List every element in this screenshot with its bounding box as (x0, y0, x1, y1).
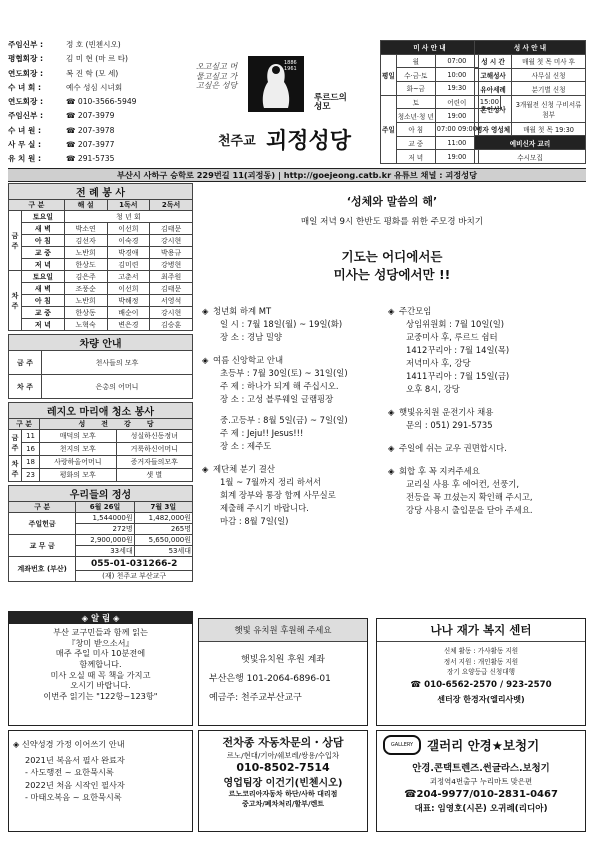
notice-line: 미사 오실 때 꼭 책을 가지고 (50, 669, 151, 680)
offering-value: 5,650,000원 (134, 535, 192, 546)
liturgy-cell: 김선자 (64, 235, 107, 247)
sacrament-table (474, 40, 586, 164)
liturgy-cell: 김태문 (150, 283, 193, 295)
officer-row (8, 38, 183, 52)
welfare-line: 정서 지원 : 개인활동 지원 (443, 657, 519, 666)
diamond-icon: ◈ (388, 306, 395, 316)
diamond-icon: ◈ (202, 464, 209, 475)
mass-time: 19:00 (435, 109, 478, 123)
officer-role: 주임신부 : (8, 40, 44, 49)
legio-b: 증거자들의모후 (116, 456, 192, 469)
news-item-line: 문의 : 051) 291-5735 (406, 420, 493, 431)
officer-role: 평협회장 : (8, 54, 44, 64)
optical-location: 괴정역4번출구 누리마트 맞은편 (429, 777, 533, 786)
liturgy-slot: 아 침 (22, 295, 65, 307)
news-item (388, 465, 584, 517)
officer-row (8, 138, 183, 152)
officer-row (8, 67, 183, 81)
bible-box (8, 730, 193, 832)
liturgy-cell: 노혁숙 (64, 319, 107, 331)
vehicle-label: 금 주 (9, 351, 42, 375)
liturgy-cell: 박경애 (107, 247, 150, 259)
news-item-line: 주 제 : Jeju!! Jesus!!! (220, 428, 304, 439)
notice-line: 『창미 받으소서』 (67, 637, 134, 648)
officer-row (8, 152, 183, 166)
kindergarten-title: 햇빛 유치원 후원해 주세요 (199, 619, 367, 642)
news-item-line: 장 소 : 고성 블루웨일 글램핑장 (220, 394, 334, 405)
news-item-line: 상임위원회 : 7월 10일(일) (406, 319, 505, 330)
welfare-line: 신체 활동 : 가사활동 지원 (443, 647, 519, 655)
sacrament-name: 유아세례 (475, 82, 512, 96)
liturgy-cell: 이숙경 (107, 235, 150, 247)
sacrament-name: 성 시 간 (475, 54, 512, 68)
officer-value: 예수 성심 시녀회 (66, 82, 123, 92)
theme-title: ‘성체와 말씀의 해’ (346, 195, 438, 208)
diamond-icon: ◈ (388, 466, 395, 477)
liturgy-cell: 김미련 (107, 259, 150, 271)
vehicle-label: 차 주 (9, 375, 42, 399)
liturgy-cell: 변은경 (107, 319, 150, 331)
legio-table (8, 402, 193, 482)
diamond-icon: ◈ (388, 407, 395, 418)
news-item-title (388, 406, 584, 419)
news-item (388, 442, 584, 455)
liturgy-cell: 박해정 (107, 295, 150, 307)
left-column (8, 183, 193, 582)
vehicle-value: 은총의 어머니 (42, 375, 193, 399)
optical-brand: GALLERY (390, 742, 414, 748)
news-item-line: 초등부 : 7월 30일(토) ~ 31일(일) (220, 368, 348, 379)
legio-header (40, 419, 193, 430)
news-item-line: 교중미사 후, 루르드 쉼터 (406, 332, 498, 343)
kindergarten-box (198, 618, 368, 726)
news-item-title-text: 여름 신앙학교 안내 (213, 355, 284, 366)
offering-value: 2,900,000원 (76, 535, 134, 546)
liturgy-cell: 한상동 (64, 307, 107, 319)
news-item-title-text: 주간모임 (399, 306, 432, 316)
liturgy-cell: 강시현 (150, 235, 193, 247)
liturgy-cell: 노반희 (64, 295, 107, 307)
catechism-title: 예비신자 교리 (475, 136, 586, 150)
offering-header: 6월 26일 (76, 502, 134, 513)
liturgy-slot: 아 침 (22, 235, 65, 247)
liturgy-cell: 배순이 (107, 307, 150, 319)
liturgy-cell: 한상도 (64, 259, 107, 271)
news-item-line: 중.고등부 : 8월 5일(금) ~ 7일(일) (220, 415, 348, 426)
optical-owner: 대표: 임영호(시몬) 오귀례(리디아) (414, 804, 548, 814)
mass-day: 저 녁 (396, 150, 435, 164)
welfare-services (377, 646, 585, 678)
legio-header: 구 분 (9, 419, 40, 430)
liturgy-cell: 최주원 (150, 271, 193, 283)
offering-table (8, 485, 193, 582)
officer-value: ☎ 291-5735 (66, 154, 115, 164)
mass-day: 화~금 (396, 81, 435, 95)
vehicle-value: 천사들의 모후 (42, 351, 193, 375)
liturgy-slot: 저 녁 (22, 259, 65, 271)
mass-time: 10:00 (435, 68, 478, 82)
sacrament-value: 매월 첫 목 미사 후 (512, 54, 586, 68)
officer-value: 복 진 학 (모 세) (66, 68, 119, 78)
news-right (388, 305, 584, 527)
offering-label: 주일헌금 (9, 513, 76, 535)
offering-count: 265명 (134, 524, 192, 535)
car-ad-line1: 르노코리아자동차 하단/사하 대리점 (228, 790, 338, 798)
account-label: 계좌번호 (부산) (9, 557, 76, 582)
officer-role: 수 녀 원 : (8, 125, 41, 135)
liturgy-header: 구 분 (9, 200, 65, 211)
welfare-line: 장기 요양등급 신청대행 (447, 668, 515, 677)
news-item-line: 교리실 사용 후 에어컨, 선풍기, (406, 479, 520, 490)
news-item (202, 354, 388, 453)
news-item-line: 주 제 : 하나가 되게 해 주십시오. (220, 381, 339, 392)
news-item-line: 강당 사용시 출입문을 닫아 주세요. (406, 505, 533, 516)
liturgy-cell: 이선희 (107, 283, 150, 295)
legio-header-char: 강 (124, 420, 131, 428)
news-item (388, 305, 584, 396)
liturgy-slot: 토요일 (22, 271, 65, 283)
notice-line: 함께합니다. (79, 658, 122, 669)
news-item (202, 305, 388, 344)
news-item-line: 마감 : 8월 7일(일) (220, 516, 289, 527)
sacrament-value: 사무실 신청 (512, 68, 586, 82)
news-item-line: 오후 8시, 강당 (406, 384, 460, 395)
news-item-title-text: 햇빛유치원 운전기사 채용 (399, 407, 494, 418)
sacrament-title: 성 사 안 내 (475, 41, 586, 55)
bible-line: - 마태오복음 ~ 요한묵시록 (25, 791, 122, 802)
officer-role: 연도회장 : (8, 68, 44, 78)
liturgy-cell: 고춘서 (107, 271, 150, 283)
liturgy-week: 차 주 (9, 271, 22, 331)
account-number: 055-01-031266-2 (76, 557, 193, 571)
legio-header-char: 당 (146, 420, 154, 428)
liturgy-cell: 조풍순 (64, 283, 107, 295)
car-ad-brands: 르노/현대/기아/쉐보레/쌍용/수입차 (226, 751, 340, 760)
liturgy-slot: 저 녁 (22, 319, 65, 331)
mass-day: 청소년·청 년 (396, 109, 435, 123)
officers-box (8, 37, 183, 167)
mass-time: 07:00 (435, 54, 478, 68)
news-item-title (388, 465, 584, 478)
glasses-icon (383, 735, 421, 755)
notice-line: 매주 주일 미사 10분전에 (55, 648, 146, 659)
officer-value: 김 미 현 (마 르 타) (66, 54, 129, 64)
mass-title: 미 사 안 내 (381, 41, 479, 55)
prayer-line-2: 미사는 성당에서만 !! (333, 267, 451, 282)
notice-line: 오시기 바랍니다. (70, 680, 131, 691)
news-item-line: 회계 장부와 통장 함께 사무실로 (220, 490, 336, 501)
slogan: 오고싶고 머물고싶고 가고싶은 성당 (196, 62, 238, 91)
address-bar: 부산시 사하구 승학로 229번길 11(괴정동) | http://goejeong.catb.kr 유튜브 채널 : 괴정성당 (8, 168, 586, 182)
legio-a: 사랑하올어머니 (40, 456, 116, 469)
news-item-line: 1월 ~ 7월까지 정리 하셔서 (220, 477, 322, 488)
news-item-title-text: 제단체 분기 결산 (213, 464, 275, 475)
notice-box (8, 611, 193, 726)
news-item-line: 전등을 꼭 끄셨는지 확인해 주시고, (406, 492, 533, 503)
offering-count: 33세대 (76, 546, 134, 557)
news-item (202, 463, 388, 528)
mass-day: 어린이 (435, 95, 478, 109)
notice-title: ◈ 알 림 ◈ (9, 612, 192, 624)
officer-value: ☎ 010-3566-5949 (66, 97, 137, 107)
church-prefix: 천주교 (218, 134, 256, 149)
notice-body (9, 624, 192, 702)
account-owner: (재) 천주교 부산교구 (76, 571, 193, 582)
officer-value: ☎ 207-3978 (66, 125, 115, 135)
legio-title: 레지오 마리애 청소 봉사 (9, 403, 193, 419)
offering-title: 우리들의 정성 (9, 486, 193, 502)
church-logo (248, 56, 304, 112)
mass-day: 아 침 (396, 122, 435, 136)
legio-num: 11 (22, 430, 40, 443)
news-item-line: 장 소 : 제주도 (220, 441, 272, 452)
sacrament-name: 혼인성사 (475, 96, 512, 122)
diamond-icon: ◈ (202, 355, 209, 366)
bible-line: 2022년 처음 시작인 필사자 (25, 779, 125, 790)
legio-a: 매덕의 모후 (40, 430, 116, 443)
diamond-icon: ◈ (202, 306, 209, 316)
bible-line: - 사도행전 ~ 요한묵시록 (25, 767, 114, 778)
news-item-title (388, 442, 584, 455)
optical-products: 안경.콘택트렌즈.썬글라스.보청기 (412, 763, 550, 774)
offering-header: 구 분 (9, 502, 76, 513)
officer-row (8, 52, 183, 66)
officer-role: 수 녀 회 : (8, 82, 41, 92)
news-item-line: 1411꾸리아 : 7월 15일(금) (406, 371, 510, 382)
lourdes-label: 루르드의 성모 (314, 93, 347, 113)
officer-value: 정 호 (빈첸시오) (66, 40, 121, 49)
notice-line: 부산 교구민들과 함께 읽는 (53, 627, 148, 637)
kindergarten-owner: 예금주: 천주교부산교구 (209, 693, 302, 703)
news-item-title-text: 회합 후 꼭 지켜주세요 (399, 466, 480, 477)
officer-role: 연도회장 : (8, 97, 44, 107)
officer-row (8, 109, 183, 123)
church-header (190, 40, 370, 165)
liturgy-cell: 노반희 (64, 247, 107, 259)
news-item-title (202, 463, 388, 476)
legio-b: 샛 별 (116, 469, 192, 482)
welfare-title: 나나 재가 복지 센터 (377, 619, 585, 642)
sacrament-value: 매월 첫 목 19:30 (512, 122, 586, 136)
legio-b: 거룩하신어머니 (116, 443, 192, 456)
mass-time: 07:00 09:00 (435, 122, 478, 136)
welfare-phone: ☎ 010-6562-2570 / 923-2570 (410, 679, 552, 690)
liturgy-slot: 교 중 (22, 247, 65, 259)
news-item-line: 저녁미사 후, 강당 (406, 358, 471, 369)
liturgy-table (8, 183, 193, 331)
officer-row (8, 81, 183, 95)
mass-time: 11:00 (435, 136, 478, 150)
offering-value: 1,482,000원 (134, 513, 192, 524)
church-name: 괴정성당 (266, 128, 352, 154)
mass-time: 19:00 (435, 150, 478, 164)
bible-title: ◈ 신약성경 가정 이어쓰기 안내 (13, 739, 125, 749)
liturgy-cell: 강병현 (150, 259, 193, 271)
liturgy-cell: 이선희 (107, 223, 150, 235)
bible-line: 2021년 복음서 필사 완료자 (25, 755, 125, 765)
liturgy-week: 금 주 (9, 211, 22, 271)
news-item-title-text: 청년회 하계 MT (213, 306, 272, 316)
legio-a: 천지의 모후 (40, 443, 116, 456)
notice-line: 이번주 읽기는 "122항~123항" (43, 690, 158, 701)
sacrament-name: 병자 영성체 (475, 122, 512, 136)
offering-label: 교 무 금 (9, 535, 76, 557)
liturgy-slot: 토요일 (22, 211, 65, 223)
officer-row (8, 95, 183, 109)
mass-day: 교 중 (396, 136, 435, 150)
news-item-line: 1412꾸리아 : 7월 14일(목) (406, 345, 510, 356)
news-item-line: 일 시 : 7월 18일(월) ~ 19일(화) (220, 319, 343, 330)
vehicle-table (8, 334, 193, 399)
car-ad-line2: 중고차/폐차처리/할부/렌트 (241, 800, 325, 808)
car-ad-title: 전차종 자동차문의・상담 (222, 736, 344, 749)
legio-a: 평화의 모후 (40, 469, 116, 482)
news-item-title-text: 주일에 쉬는 교우 권면합시다. (399, 443, 507, 454)
legio-num: 18 (22, 456, 40, 469)
legio-week: 금 주 (9, 430, 22, 456)
legio-num: 16 (22, 443, 40, 456)
legio-header-char: 성 (78, 420, 86, 428)
kindergarten-sub: 햇빛유치원 후원 계좌 (241, 655, 325, 665)
prayer-subtitle: 매일 저녁 9시 한반도 평화를 위한 주모경 바치기 (300, 217, 484, 227)
welfare-director: 센터장 한경자(엘리사벳) (437, 694, 525, 704)
offering-count: 272명 (76, 524, 134, 535)
liturgy-header: 2독서 (150, 200, 193, 211)
legio-num: 23 (22, 469, 40, 482)
mass-time: 15:00 (478, 95, 500, 109)
legio-header-char: 전 (101, 420, 109, 428)
officer-value: ☎ 207-3977 (66, 140, 115, 150)
mass-day: 월 (396, 54, 435, 68)
news-item-title (202, 354, 388, 367)
car-ad-box (198, 730, 368, 832)
car-ad-phone: 010-8502-7514 (236, 761, 330, 774)
optical-phone: ☎204-9977/010-2831-0467 (404, 789, 558, 800)
officer-value: ☎ 207-3979 (66, 111, 115, 121)
liturgy-header: 1독서 (107, 200, 150, 211)
optical-box (376, 730, 586, 832)
main-content (198, 183, 586, 608)
news-item-line (202, 406, 388, 414)
officer-row (8, 124, 183, 138)
optical-title: 갤러리 안경★보청기 (427, 738, 540, 753)
liturgy-cell: 김승훈 (150, 319, 193, 331)
sacrament-name: 고해성사 (475, 68, 512, 82)
diamond-icon: ◈ (388, 443, 395, 454)
liturgy-cell: 김태문 (150, 223, 193, 235)
car-ad-manager: 영업팀장 이건기(빈첸시오) (223, 778, 343, 789)
liturgy-slot: 새 벽 (22, 283, 65, 295)
bible-body (9, 754, 192, 803)
news-item-line: 장 소 : 경남 밀양 (220, 332, 283, 343)
sacrament-guide (474, 40, 586, 164)
offering-value: 1,544000원 (76, 513, 134, 524)
officer-role: 주임신부 : (8, 111, 44, 121)
mass-group: 주일 (381, 95, 397, 163)
news-item-line: 제출해 주시기 바랍니다. (220, 503, 309, 514)
offering-count: 53세대 (134, 546, 192, 557)
officer-role: 유 치 원 : (8, 154, 41, 164)
liturgy-cell: 강시현 (150, 307, 193, 319)
liturgy-cell: 서영석 (150, 295, 193, 307)
news-item-title (388, 305, 584, 318)
liturgy-cell: 청 년 회 (64, 211, 192, 223)
catechism-value: 수시모집 (475, 150, 586, 164)
church-years: 1886 1961 (284, 60, 297, 72)
news-item (388, 406, 584, 432)
liturgy-slot: 교 중 (22, 307, 65, 319)
liturgy-cell: 김은주 (64, 271, 107, 283)
officers-list (8, 37, 183, 167)
legio-b: 성실하신동정녀 (116, 430, 192, 443)
mass-day: 수·금·토 (396, 68, 435, 82)
news-item-title (202, 305, 388, 318)
mass-group: 평일 (381, 54, 397, 95)
liturgy-cell: 박용규 (150, 247, 193, 259)
liturgy-title: 전 례 봉 사 (9, 184, 193, 200)
liturgy-slot: 새 벽 (22, 223, 65, 235)
sacrament-value: 3개월전 신청 구비서류 첨부 (512, 96, 586, 122)
prayer-line-1: 기도는 어디에서든 (341, 249, 443, 264)
vehicle-title: 차량 안내 (9, 335, 193, 351)
officer-role: 사 무 실 : (8, 140, 41, 150)
liturgy-header: 해 설 (64, 200, 107, 211)
legio-week: 차 주 (9, 456, 22, 482)
offering-header: 7월 3일 (134, 502, 192, 513)
kindergarten-bank: 부산은행 101-2064-6896-01 (209, 674, 331, 684)
sacrament-value: 분기별 신청 (512, 82, 586, 96)
mass-sat: 토 (396, 95, 435, 109)
welfare-box (376, 618, 586, 726)
mass-time: 19:30 (435, 81, 478, 95)
liturgy-cell: 박소연 (64, 223, 107, 235)
news-left (202, 305, 388, 538)
